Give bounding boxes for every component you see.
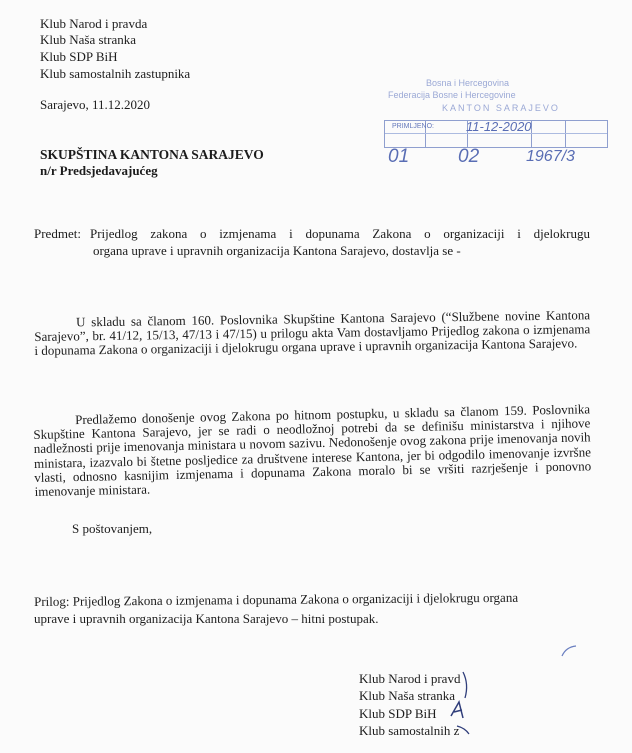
place-date: Sarajevo, 11.12.2020 [40, 97, 150, 112]
body-paragraph: U skladu sa članom 160. Poslovnika Skupštine Kantona Sarajevo (“Službene novine Kantona Sarajevo”, br. 41/12, 15/13, 47/13 i 47/15) u prilogu akta Vam dostavljamo Prijedlog zakona o izmjenama i dopunama Zakona o organizaciji i djelokrugu organa uprave i upravnih organizacija Kantona Sarajevo. [34, 307, 591, 359]
body-paragraph: Predlažemo donošenje ovog Zakona po hitnom postupku, u skladu sa članom 159. Poslovnika Skupštine Kantona Sarajevo, jer se radi o neodložnoj potrebi da se definišu ministarstva i njihove nadležnosti prije imenovanja ministara u novom sazivu. Nedonošenje ovog zakona prije imenovanja novih ministara, izazvalo bi štetne posljedice za društvene interese Kantona, jer bi odgodilo imenovanje izvršne vlasti, odnosno kasnijim izmjenama i dopunama Zakona moralo bi se vršiti razrješenje i ponovno imenovanje ministara. [33, 401, 592, 499]
sender-line: Klub Narod i pravda [40, 16, 148, 31]
stamp-received-label: PRIMLJENO: [392, 123, 435, 130]
subject-line: Prijedlog zakona o izmjenama i dopunama Zakona o organizaciji i djelokrugu [90, 226, 590, 241]
pen-mark [560, 644, 580, 658]
registry-stamp [380, 76, 612, 180]
stamp-org-code: 01 [388, 146, 410, 167]
stamp-line: Federacija Bosne i Hercegovine [388, 90, 516, 100]
signature-line: Klub Narod i pravd [359, 671, 461, 686]
recipient-name: SKUPŠTINA KANTONA SARAJEVO [40, 147, 264, 162]
sender-line: Klub samostalnih zastupnika [40, 66, 191, 81]
stamp-reg-number: 1967/3 [526, 148, 575, 165]
signature-line: Klub samostalnih z [359, 723, 460, 738]
sender-line: Klub SDP BiH [40, 49, 118, 64]
subject-line: organa uprave i upravnih organizacija Kantona Sarajevo, dostavlja se - [93, 243, 461, 258]
signature-line: Klub SDP BiH [359, 706, 437, 721]
attachment-line: Prilog: Prijedlog Zakona o izmjenama i dopunama Zakona o organizaciji i djelokrugu organa [34, 589, 519, 609]
stamp-line: KANTON SARAJEVO [442, 103, 560, 113]
handwritten-signature [445, 668, 473, 738]
closing: S poštovanjem, [72, 521, 153, 536]
signature-line: Klub Naša stranka [359, 688, 456, 703]
stamp-line: Bosna i Hercegovina [426, 78, 510, 88]
stamp-class-number: 02 [458, 146, 480, 167]
subject-label: Predmet: [34, 226, 81, 241]
stamp-received-date: 11-12-2020 [466, 119, 532, 134]
sender-line: Klub Naša stranka [40, 32, 137, 47]
recipient-attention: n/r Predsjedavajućeg [40, 163, 158, 178]
attachment-line: uprave i upravnih organizacija Kantona Sarajevo – hitni postupak. [34, 611, 379, 626]
